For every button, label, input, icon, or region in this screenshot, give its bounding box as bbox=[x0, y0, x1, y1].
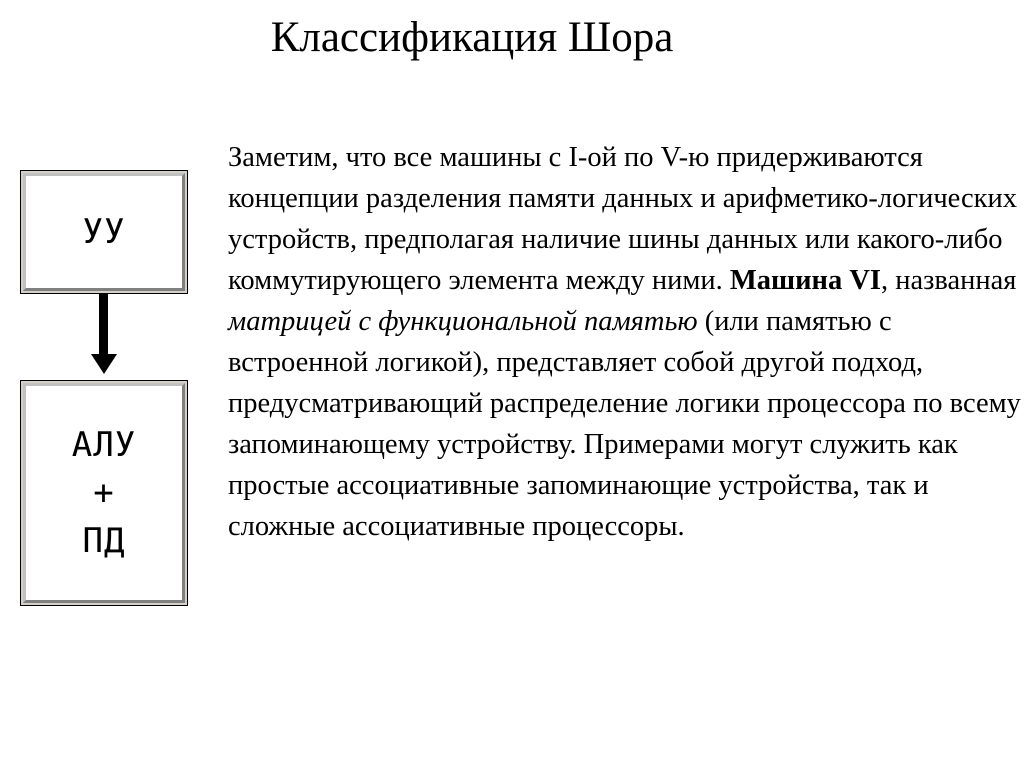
functional-memory-term: матрицей с функциональной памятью bbox=[228, 306, 698, 337]
data-memory-label: ПД bbox=[82, 521, 126, 561]
body-text-part2: , названная bbox=[881, 265, 1017, 296]
alu-memory-box-inner bbox=[23, 383, 185, 603]
body-paragraph bbox=[228, 137, 1024, 547]
arrow-down-icon bbox=[91, 354, 117, 374]
machine-vi-term: Машина VI bbox=[729, 265, 882, 296]
arrow-shaft bbox=[99, 294, 108, 356]
body-text-part3: (или памятью с встроенной логикой), представляет собой другой подход, предусматривающий распределение логики процессора по всему запоминающему устройству. Примерами могут служить как простые ассоциативные запоминающие устройства, так и сложные ассоциативные процессоры. bbox=[228, 306, 1021, 542]
alu-label: АЛУ bbox=[71, 425, 137, 465]
control-unit-box bbox=[20, 170, 188, 294]
control-unit-label: УУ bbox=[82, 212, 126, 252]
body-text-part1: Заметим, что все машины с I-ой по V-ю придерживаются концепции разделения памяти данных и арифметико-логических устройств, предполагая наличие шины данных или какого-либо коммутирующего элемента между ними. bbox=[228, 142, 1018, 296]
plus-label: + bbox=[93, 473, 115, 513]
slide-title: Классификация Шора bbox=[270, 14, 674, 61]
control-unit-box-inner bbox=[23, 173, 185, 291]
alu-memory-box bbox=[20, 380, 188, 606]
